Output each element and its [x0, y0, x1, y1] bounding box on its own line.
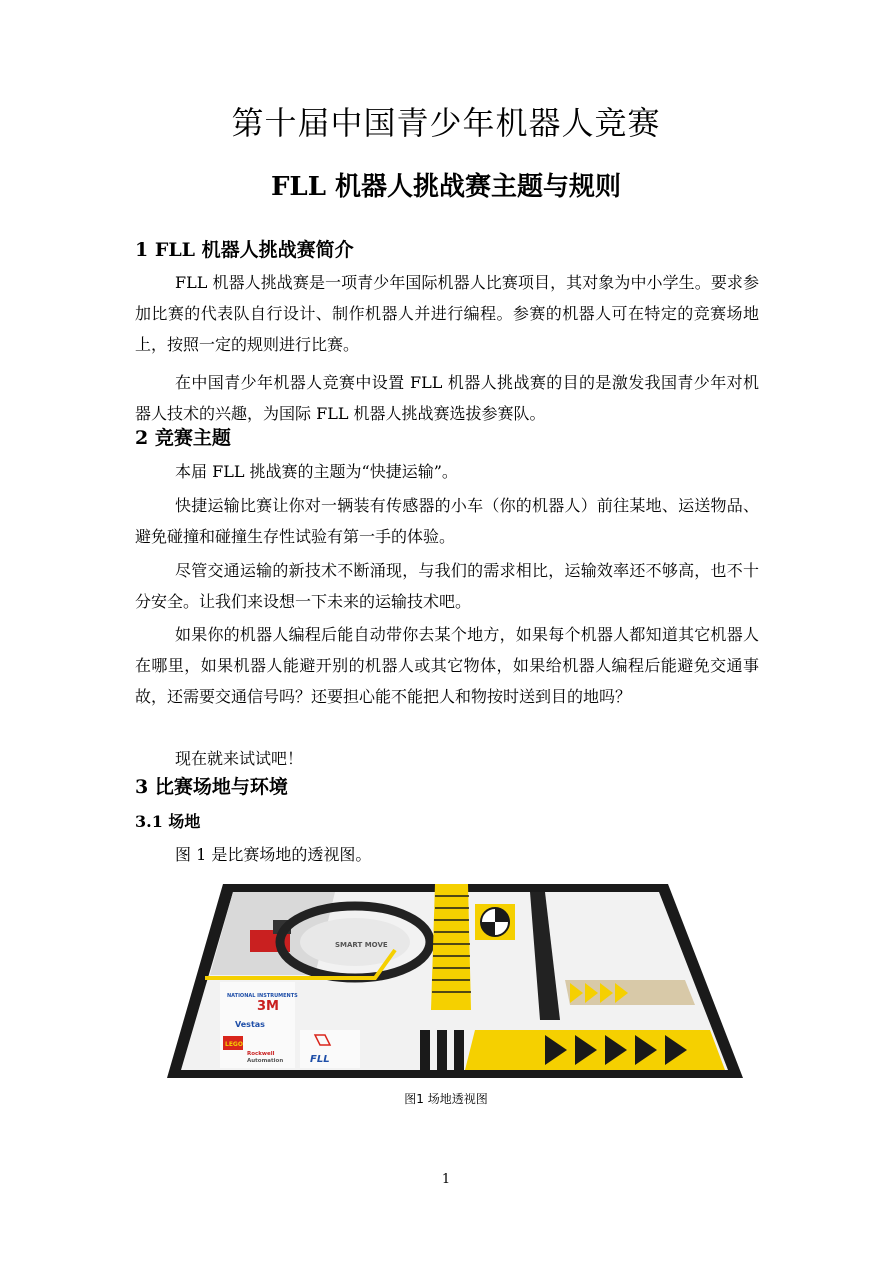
fll-panel	[300, 1030, 360, 1068]
rockwell-logo-line1: Rockwell	[247, 1051, 275, 1057]
section-3-heading: 3 比赛场地与环境	[135, 776, 288, 798]
section-2-paragraph-4: 如果你的机器人编程后能自动带你去某个地方，如果每个机器人都知道其它机器人在哪里，如果机器人能避开别的机器人或其它物体，如果给机器人编程后能避免交通事故，还需要交通信号吗？还要担心能不能把人和物按时送到目的地吗？	[135, 625, 759, 706]
track-label: SMART MOVE	[335, 941, 388, 949]
document-title: 第十届中国青少年机器人竞赛	[231, 104, 661, 142]
page-number: 1	[441, 1172, 451, 1187]
3m-logo: 3M	[257, 999, 279, 1014]
fll-logo: FLL	[310, 1054, 330, 1065]
field-illustration	[165, 880, 745, 1088]
zebra-crossing	[420, 1030, 464, 1070]
ni-logo: NATIONAL INSTRUMENTS	[227, 993, 298, 999]
section-3-1-heading: 3.1 场地	[135, 812, 201, 831]
section-1-paragraph-2: 在中国青少年机器人竞赛中设置 FLL 机器人挑战赛的目的是激发我国青少年对机器人技术的兴趣，为国际 FLL 机器人挑战赛选拔参赛队。	[135, 373, 759, 423]
rockwell-logo-line2: Automation	[247, 1058, 284, 1064]
section-3-paragraph-1: 图 1 是比赛场地的透视图。	[175, 845, 372, 864]
section-2-paragraph-1: 本届 FLL 挑战赛的主题为“快捷运输”。	[175, 462, 458, 481]
figure-caption: 图1 场地透视图	[404, 1092, 488, 1106]
section-2-heading: 2 竞赛主题	[135, 427, 231, 449]
vestas-logo: Vestas	[235, 1020, 265, 1029]
document-subtitle: FLL 机器人挑战赛主题与规则	[270, 172, 622, 202]
section-2-paragraph-2: 快捷运输比赛让你对一辆装有传感器的小车（你的机器人）前往某地、运送物品、避免碰撞和碰撞生存性试验有第一手的体验。	[135, 496, 759, 546]
lego-logo: LEGO	[225, 1041, 243, 1048]
section-1-heading: 1 FLL 机器人挑战赛简介	[135, 239, 354, 261]
field-perspective-figure	[165, 880, 745, 1088]
gravel-strip	[565, 980, 695, 1005]
section-2-paragraph-3: 尽管交通运输的新技术不断涌现，与我们的需求相比，运输效率还不够高，也不十分安全。让我们来设想一下未来的运输技术吧。	[135, 561, 759, 611]
section-2-paragraph-5: 现在就来试试吧！	[175, 749, 304, 768]
central-bridge	[431, 884, 471, 1010]
section-1-paragraph-1: FLL 机器人挑战赛是一项青少年国际机器人比赛项目，其对象为中小学生。要求参加比赛的代表队自行设计、制作机器人并进行编程。参赛的机器人可在特定的竞赛场地上，按照一定的规则进行比赛。	[135, 273, 759, 354]
